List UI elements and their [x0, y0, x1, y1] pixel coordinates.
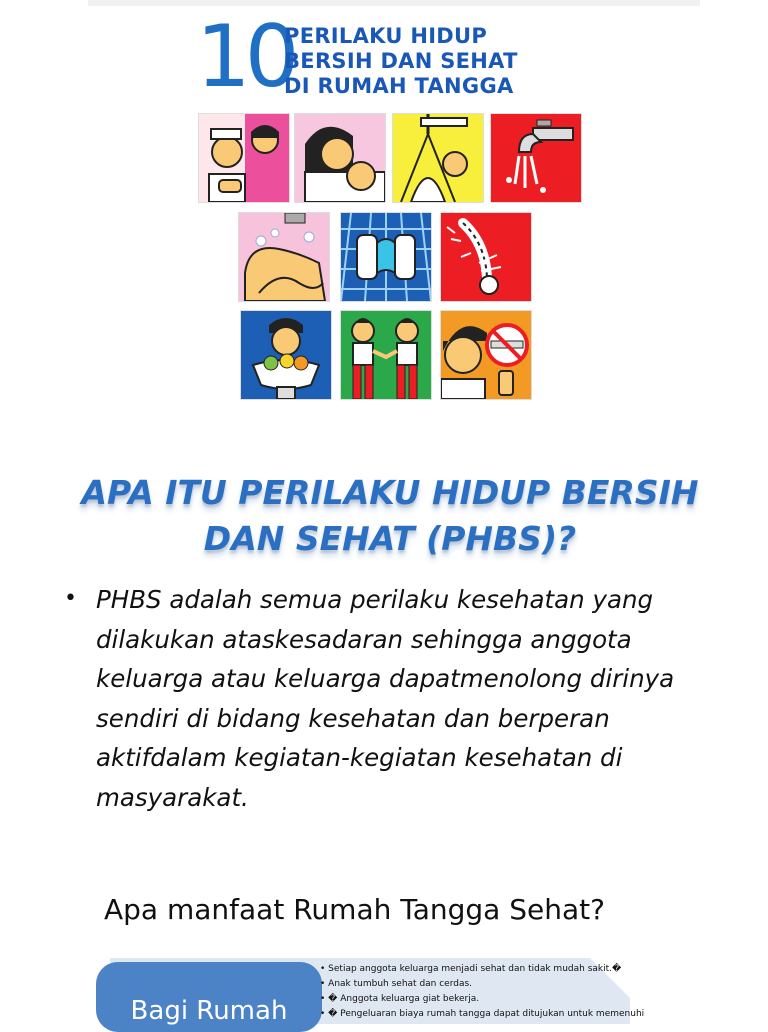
benefits-heading: Apa manfaat Rumah Tangga Sehat?: [104, 893, 605, 926]
handwashing-icon: [238, 212, 330, 302]
midwife-birth-icon: [198, 113, 290, 203]
benefit-item: • Setiap anggota keluarga menjadi sehat dan tidak mudah sakit.�: [320, 962, 660, 977]
poster-line-3: DI RUMAH TANGGA: [284, 74, 514, 98]
headline: APA ITU PERILAKU HIDUP BERSIH DAN SEHAT (PHBS)?: [81, 473, 699, 558]
physical-activity-icon: [340, 310, 432, 400]
benefit-item: • � Pengeluaran biaya rumah tangga dapat ditujukan untuk memenuhi: [320, 1007, 660, 1022]
poster-line-1: PERILAKU HIDUP: [284, 24, 488, 48]
healthy-toilet-icon: [340, 212, 432, 302]
no-smoking-icon: [440, 310, 532, 400]
breastfeeding-icon: [294, 113, 386, 203]
phbs-definition: PHBS adalah semua perilaku kesehatan yang dilakukan ataskesadaran sehingga anggota keluarga atau keluarga dapatmenolong dirinya sendiri di bidang kesehatan dan berperan aktifdalam kegiatan-kegiatan kesehatan di masyarakat.: [96, 585, 675, 812]
benefit-item: • � Anggota keluarga giat bekerja.: [320, 992, 660, 1007]
mosquito-larva-icon: [440, 212, 532, 302]
benefit-list: [320, 962, 660, 1022]
baby-weighing-icon: [392, 113, 484, 203]
panel-label: Bagi Rumah: [96, 962, 322, 1032]
fruit-vegetable-icon: [240, 310, 332, 400]
clean-water-tap-icon: [490, 113, 582, 203]
poster-title: [196, 7, 596, 107]
poster-number: 10: [196, 7, 294, 107]
benefit-item: • Anak tumbuh sehat dan cerdas.: [320, 977, 660, 992]
poster-title-lines: [284, 24, 518, 99]
bullet-marker: •: [64, 586, 77, 611]
top-divider: [88, 0, 700, 6]
poster-line-2: BERSIH DAN SEHAT: [284, 49, 518, 73]
